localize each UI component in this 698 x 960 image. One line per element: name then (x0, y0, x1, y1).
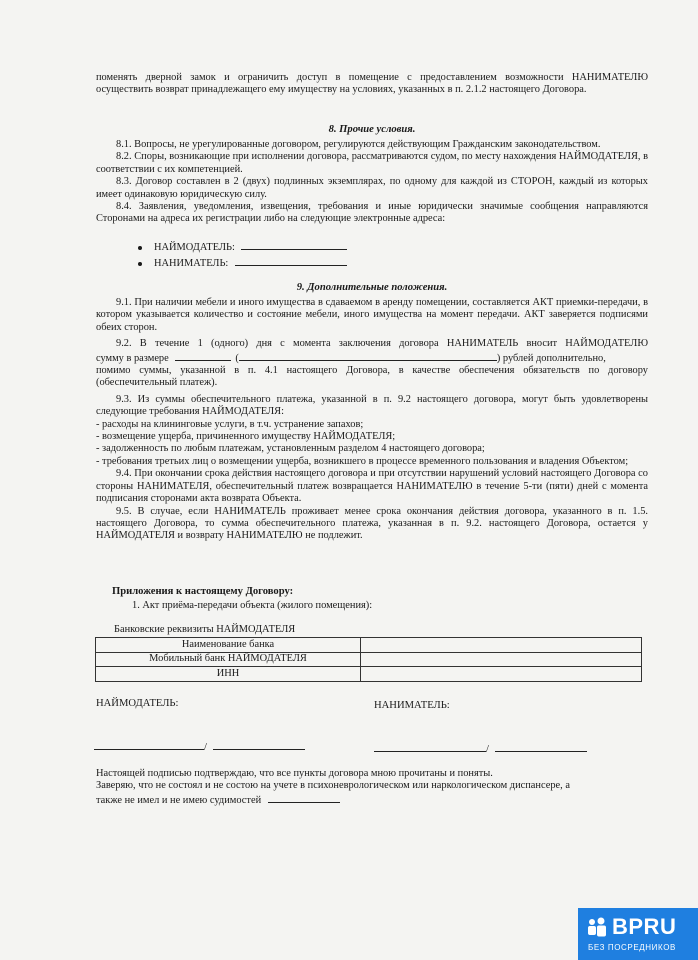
confirmation-line-3 (96, 793, 636, 807)
tenant-signature-line: / (374, 742, 587, 756)
tenant-email-blank (235, 256, 347, 266)
logo-tagline: БЕЗ ПОСРЕДНИКОВ (588, 943, 676, 952)
signature-blank (94, 740, 204, 750)
bullet-dot-icon (138, 262, 142, 266)
name-blank (495, 742, 587, 752)
bank-label: ИНН (96, 667, 361, 682)
section-9-body (96, 297, 648, 543)
bank-label: Мобильный банк НАЙМОДАТЕЛЯ (96, 652, 361, 667)
bullet-label: НАЙМОДАТЕЛЬ: (154, 242, 235, 253)
bullet-label: НАНИМАТЕЛЬ: (154, 258, 229, 269)
tenant-signature-label: НАНИМАТЕЛЬ: (374, 700, 450, 711)
table-row (96, 667, 642, 682)
clause-9-2-line-2: сумму в размере ( ) рублей дополнительно, (96, 352, 606, 364)
table-row (96, 638, 642, 653)
clause-8-2: 8.2. Споры, возникающие при исполнении договора, рассматриваются судом, по месту нахождения НАЙМОДАТЕЛЯ, в соответствии с их компетенцией. (96, 151, 648, 175)
clause-8-4: 8.4. Заявления, уведомления, извещения, требования и иные юридически значимые сообщения направляются Сторонами на адреса их регистрации либо на следующие электронные адреса: (96, 201, 648, 225)
landlord-signature-label: НАЙМОДАТЕЛЬ: (96, 698, 179, 709)
section-8-body (96, 139, 648, 226)
clause-9-1: 9.1. При наличии мебели и иного имущества в сдаваемом в аренду помещении, составляется АКТ приемки-передачи, в котором указывается количество и состояние мебели, иного имущества на момент передачи. АКТ заверяется подписями обеих сторон. (96, 297, 648, 333)
signature-blank (268, 793, 340, 803)
bank-table (95, 637, 642, 682)
signature-blank (374, 742, 486, 752)
bullet-tenant-email (138, 256, 347, 270)
list-item: - расходы на клининговые услуги, в т.ч. устранение запахов; (96, 418, 364, 430)
confirmation-line-2: Заверяю, что не состоял и не состою на учете в психоневрологическом или наркологическом диспансере, а (96, 780, 570, 792)
confirmation-text (96, 768, 636, 807)
clause-9-4: 9.4. При окончании срока действия настоящего договора и при отсутствии нарушений условий настоящего Договора со стороны НАНИМАТЕЛЯ, обеспечительный платеж возвращается НАНИМАТЕЛЮ в течение 5-ти (пяти) дней с момента подписания сторонами акта возврата Объекта. (96, 468, 648, 505)
bank-label: Наименование банка (96, 638, 361, 653)
section-8-title: 8. Прочие условия. (328, 124, 416, 135)
bank-value-cell[interactable] (361, 638, 642, 653)
intro-line-2: осуществить возврат принадлежащего ему имуществу на условиях, указанных в п. 2.1.2 настоящего Договора. (96, 84, 587, 96)
clause-9-2-line-1: 9.2. В течение 1 (одного) дня с момента заключения договора НАНИМАТЕЛЬ вносит НАЙМОДАТЕЛЮ (116, 338, 648, 350)
intro-line-1: поменять дверной замок и ограничить доступ в помещение с предоставлением возможности НАНИМАТЕЛЮ (96, 72, 648, 83)
table-row (96, 652, 642, 667)
confirmation-line-3-text: также не имел и не имею судимостей (96, 794, 262, 806)
appendix-item-1: 1. Акт приёма-передачи объекта (жилого помещения): (132, 600, 373, 611)
bank-value-cell[interactable] (361, 667, 642, 682)
clause-9-5: 9.5. В случае, если НАНИМАТЕЛЬ проживает менее срока окончания действия договора, указанного в п. 1.5. настоящего Договора, то сумма обеспечительного платежа, указанная в п. 9.2. настоящего Договора, остается у НАЙМОДАТЕЛЯ и возврату НАНИМАТЕЛЮ не подлежит. (96, 505, 648, 542)
clause-8-3: 8.3. Договор составлен в 2 (двух) подлинных экземплярах, по одному для каждой из СТОРОН, каждый из которых имеет одинаковую юридическую силу. (96, 176, 648, 200)
amount-tail: рублей дополнительно, (502, 352, 606, 364)
logo-brand: BPRU (612, 914, 677, 939)
clause-9-2-line-3: помимо суммы, указанной в п. 4.1 настоящего Договора, в качестве обеспечения обязательств по договору (обеспечительный платеж). (96, 365, 648, 389)
bullet-landlord-email (138, 240, 347, 254)
landlord-email-blank (241, 240, 347, 250)
list-item: - задолженность по любым платежам, установленным разделом 4 настоящего договора; (96, 443, 485, 455)
name-blank (213, 740, 305, 750)
people-icon (586, 917, 610, 939)
amount-label: сумму в размере (96, 352, 169, 364)
clause-9-3: 9.3. Из суммы обеспечительного платежа, указанной в п. 9.2 настоящего договора, могут быть удовлетворены следующие требования НАЙМОДАТЕЛЯ: (96, 393, 648, 418)
appendix-title: Приложения к настоящему Договору: (112, 586, 294, 597)
landlord-signature-line: / (94, 740, 305, 754)
list-item: - требования третьих лиц о возмещении ущерба, возникшего в процессе временного пользования и владения Объектом; (96, 455, 629, 467)
bank-value-cell[interactable] (361, 652, 642, 667)
clause-8-1: 8.1. Вопросы, не урегулированные договором, регулируются действующим Гражданским законодательством. (116, 139, 601, 150)
section-9-title: 9. Дополнительные положения. (296, 282, 448, 293)
intro-text (96, 72, 648, 97)
bank-title: Банковские реквизиты НАЙМОДАТЕЛЯ (114, 624, 296, 635)
confirmation-line-1: Настоящей подписью подтверждаю, что все пункты договора мною прочитаны и поняты. (96, 768, 493, 779)
amount-words-blank (239, 351, 497, 361)
list-item: - возмещение ущерба, причиненного имуществу НАЙМОДАТЕЛЯ; (96, 431, 396, 443)
bpru-logo (578, 908, 698, 960)
bullet-dot-icon (138, 246, 142, 250)
amount-blank (175, 351, 231, 361)
